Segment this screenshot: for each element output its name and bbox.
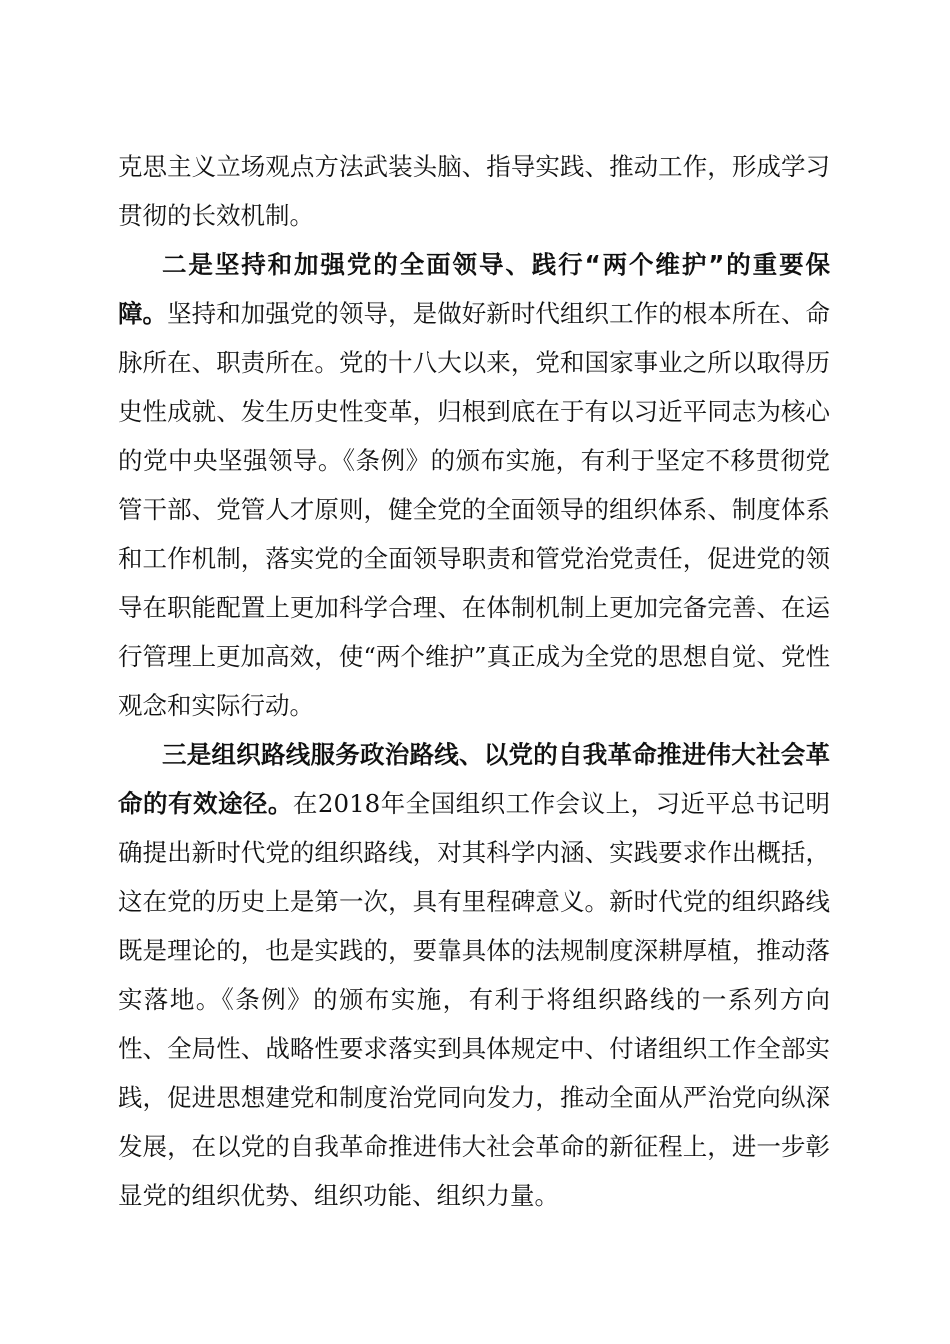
paragraph-three-body: 在2018年全国组织工作会议上，习近平总书记明确提出新时代党的组织路线，对其科学内涵、实践要求作出概括，这在党的历史上是第一次，具有里程碑意义。新时代党的组织路线既是理论的，也是实践的，要靠具体的法规制度深耕厚植，推动落实落地。《条例》的颁布实施，有利于将组织路线的一系列方向性、全局性、战略性要求落实到具体规定中、付诸组织工作全部实践，促进思想建党和制度治党同向发力，推动全面从严治党向纵深发展，在以党的自我革命推进伟大社会革命的新征程上，进一步彰显党的组织优势、组织功能、组织力量。 (118, 789, 830, 1210)
paragraph-two-body: 坚持和加强党的领导，是做好新时代组织工作的根本所在、命脉所在、职责所在。党的十八大以来，党和国家事业之所以取得历史性成就、发生历史性变革，归根到底在于有以习近平同志为核心的党中央坚强领导。《条例》的颁布实施，有利于坚定不移贯彻党管干部、党管人才原则，健全党的全面领导的组织体系、制度体系和工作机制，落实党的全面领导职责和管党治党责任，促进党的领导在职能配置上更加科学合理、在体制机制上更加完备完善、在运行管理上更加高效，使“两个维护”真正成为全党的思想自觉、党性观念和实际行动。 (118, 299, 830, 720)
paragraph-two-lead: 二是坚持和加强党的全面领导、践行“两个维护”的重要保障。 (118, 250, 830, 328)
document-body (118, 142, 830, 1220)
paragraph-three (118, 730, 830, 1220)
continuation-paragraph: 克思主义立场观点方法武装头脑、指导实践、推动工作，形成学习贯彻的长效机制。 (118, 152, 830, 230)
paragraph-three-lead: 三是组织路线服务政治路线、以党的自我革命推进伟大社会革命的有效途径。 (118, 740, 830, 818)
paragraph-two (118, 240, 830, 730)
